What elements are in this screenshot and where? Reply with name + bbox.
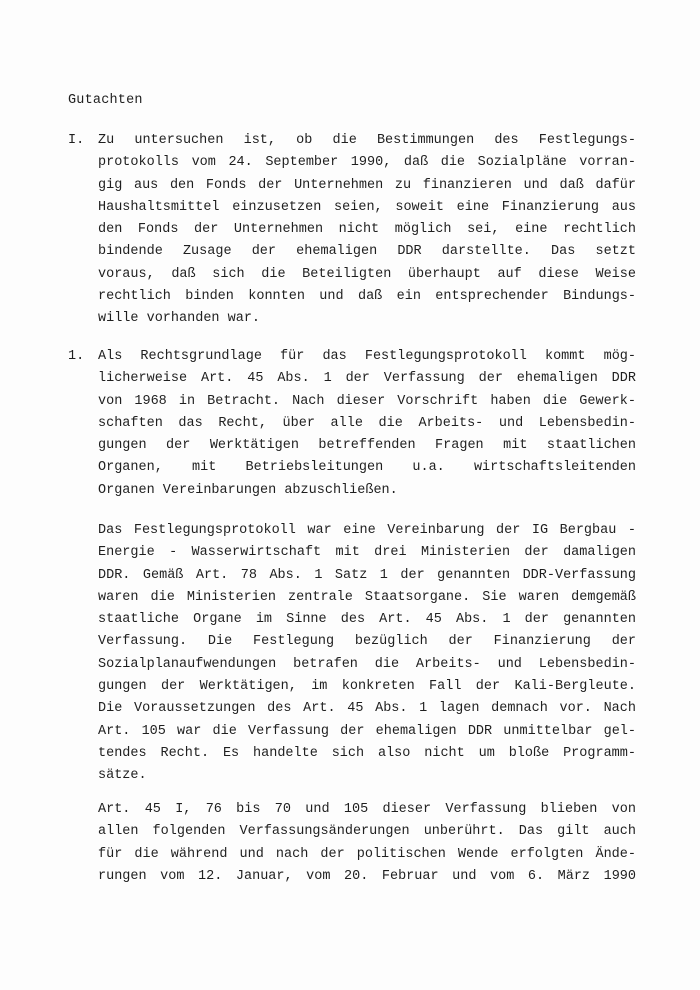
text-line: den Fonds der Unternehmen nicht möglich sei, eine rechtlich bbox=[98, 222, 636, 238]
text-line: Art. 45 I, 76 bis 70 und 105 dieser Verfassung blieben von bbox=[98, 802, 636, 817]
text-line: licherweise Art. 45 Abs. 1 der Verfassung der ehemaligen DDR bbox=[98, 371, 636, 387]
text-line: gig aus den Fonds der Unternehmen zu finanzieren und daß dafür bbox=[98, 177, 636, 193]
text-line: schaften das Recht, über alle die Arbeits- und Lebensbedin- bbox=[98, 415, 636, 431]
text-line: Das Festlegungsprotokoll war eine Vereinbarung der IG Bergbau - bbox=[98, 523, 636, 538]
text-line: wille vorhanden war. bbox=[98, 311, 261, 327]
text-line: Zu untersuchen ist, ob die Bestimmungen des Festlegungs- bbox=[98, 133, 636, 148]
text-line: Als Rechtsgrundlage für das Festlegungsprotokoll kommt mög- bbox=[98, 349, 636, 364]
paragraph-festlegungsprotokoll bbox=[98, 520, 636, 788]
section-1-1-text bbox=[98, 346, 636, 502]
text-line: tendes Recht. Es handelte sich also nicht um bloße Programm- bbox=[98, 745, 636, 761]
text-line: rungen vom 12. Januar, vom 20. Februar und vom 6. März 1990 bbox=[98, 868, 636, 884]
text-line: allen folgenden Verfassungsänderungen unberührt. Das gilt auch bbox=[98, 824, 636, 840]
text-line: protokolls vom 24. September 1990, daß die Sozialpläne vorran- bbox=[98, 155, 636, 171]
text-line: Die Voraussetzungen des Art. 45 Abs. 1 lagen demnach vor. Nach bbox=[98, 701, 636, 717]
text-line: gungen der Werktätigen, im konkreten Fall der Kali-Bergleute. bbox=[98, 679, 636, 695]
text-line: von 1968 in Betracht. Nach dieser Vorschrift haben die Gewerk- bbox=[98, 393, 636, 409]
text-line: Organen Vereinbarungen abzuschließen. bbox=[98, 482, 398, 498]
section-number: 1. bbox=[68, 349, 85, 364]
document-heading: Gutachten bbox=[68, 93, 143, 108]
section-number: I. bbox=[68, 133, 85, 148]
text-line: für die während und nach der politischen Wende erfolgten Ände- bbox=[98, 846, 636, 862]
paragraph-verfassungsaenderungen bbox=[98, 799, 636, 888]
text-line: bindende Zusage der ehemaligen DDR darstellte. Das setzt bbox=[98, 244, 636, 260]
text-line: Sozialplanaufwendungen betrafen die Arbeits- und Lebensbedin- bbox=[98, 656, 636, 672]
text-line: gungen der Werktätigen betreffenden Fragen mit staatlichen bbox=[98, 438, 636, 454]
text-line: sätze. bbox=[98, 768, 147, 784]
section-1-text bbox=[98, 130, 636, 331]
text-line: waren die Ministerien zentrale Staatsorgane. Sie waren demgemäß bbox=[98, 589, 636, 605]
text-line: Organen, mit Betriebsleitungen u.a. wirtschaftsleitenden bbox=[98, 460, 636, 476]
text-line: Haushaltsmittel einzusetzen seien, soweit eine Finanzierung aus bbox=[98, 199, 636, 215]
text-line: Energie - Wasserwirtschaft mit drei Ministerien der damaligen bbox=[98, 545, 636, 561]
text-line: staatliche Organe im Sinne des Art. 45 Abs. 1 der genannten bbox=[98, 612, 636, 628]
text-line: Verfassung. Die Festlegung bezüglich der Finanzierung der bbox=[98, 634, 636, 650]
text-line: DDR. Gemäß Art. 78 Abs. 1 Satz 1 der genannten DDR-Verfassung bbox=[98, 567, 636, 583]
text-line: Art. 105 war die Verfassung der ehemaligen DDR unmittelbar gel- bbox=[98, 723, 636, 739]
text-line: rechtlich binden konnten und daß ein entsprechender Bindungs- bbox=[98, 289, 636, 305]
text-line: voraus, daß sich die Beteiligten überhaupt auf diese Weise bbox=[98, 266, 636, 282]
